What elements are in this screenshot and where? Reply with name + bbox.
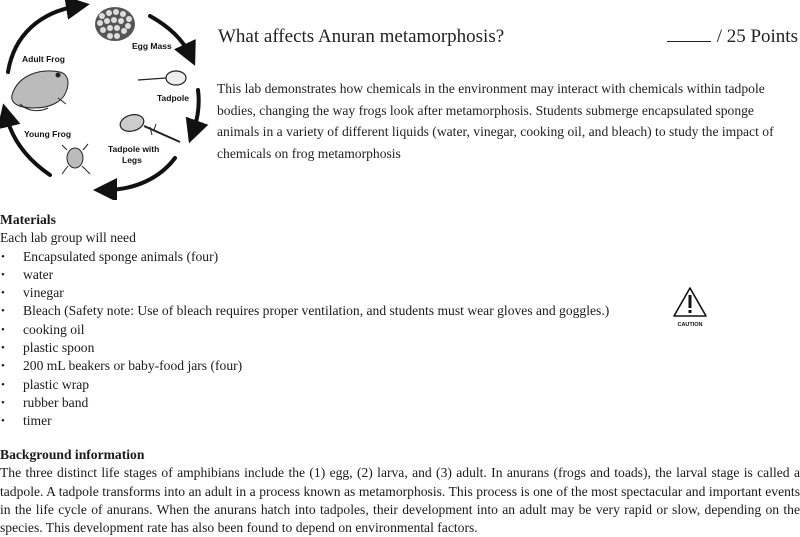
svg-text:CAUTION: CAUTION (677, 322, 703, 328)
background-section (0, 446, 800, 537)
list-item: • plastic spoon (1, 340, 95, 356)
materials-heading: Materials (0, 212, 56, 227)
svg-text:Tadpole with: Tadpole with (108, 144, 160, 154)
list-item: • plastic wrap (1, 376, 90, 392)
materials-subheading: Each lab group will need (0, 230, 136, 246)
list-item: • water (1, 266, 54, 282)
list-item: • cooking oil (1, 321, 85, 337)
list-item: • rubber band (1, 394, 89, 410)
list-item: • vinegar (1, 285, 64, 301)
young-frog-icon (62, 144, 90, 174)
intro-paragraph: This lab demonstrates how chemicals in the environment may interact with chemicals within tadpole bodies, changing the way frogs look after metamorphosis. Students submerge encapsulated sponge animals in a variety of different liquids (water, vinegar, cooking oil, and bleach) to study the impact of chemicals on frog metamorphosis (217, 81, 774, 161)
points-label: / 25 Points (716, 26, 798, 47)
list-item: • Encapsulated sponge animals (four) (1, 248, 219, 264)
points-score (667, 26, 798, 48)
background-heading: Background information (0, 447, 145, 462)
caution-icon (672, 286, 708, 328)
svg-text:Young Frog: Young Frog (24, 129, 72, 139)
svg-text:Tadpole: Tadpole (157, 93, 189, 103)
score-blank (667, 27, 711, 42)
tadpole-icon (138, 71, 186, 85)
list-item: • Bleach (Safety note: Use of bleach requires proper ventilation, and students must wear gloves and goggles.) (1, 303, 610, 319)
adult-frog-icon (12, 71, 68, 111)
frog-life-cycle-diagram (0, 0, 210, 200)
svg-text:Adult Frog: Adult Frog (22, 54, 65, 64)
egg-mass-icon (95, 7, 135, 41)
svg-text:Legs: Legs (122, 155, 142, 165)
background-paragraph: The three distinct life stages of amphibians include the (1) egg, (2) larva, and (3) adult. In anurans (frogs and toads), the larval stage is called a tadpole. A tadpole transforms into an adult in a process known as metamorphosis. This process is one of the most spectacular and important events in the life cycle of anurans. When the anurans hatch into tadpoles, their development into an adult may be very rapid or slow, depending on the species. This development rate has also been found to depend on environmental factors. (0, 465, 800, 536)
list-item: • 200 mL beakers or baby-food jars (four) (1, 358, 243, 374)
tadpole-with-legs-icon (118, 112, 180, 142)
page-title: What affects Anuran metamorphosis? (218, 26, 505, 47)
materials-list (0, 248, 800, 431)
list-item: • timer (1, 413, 52, 429)
svg-text:Egg Mass: Egg Mass (132, 41, 172, 51)
